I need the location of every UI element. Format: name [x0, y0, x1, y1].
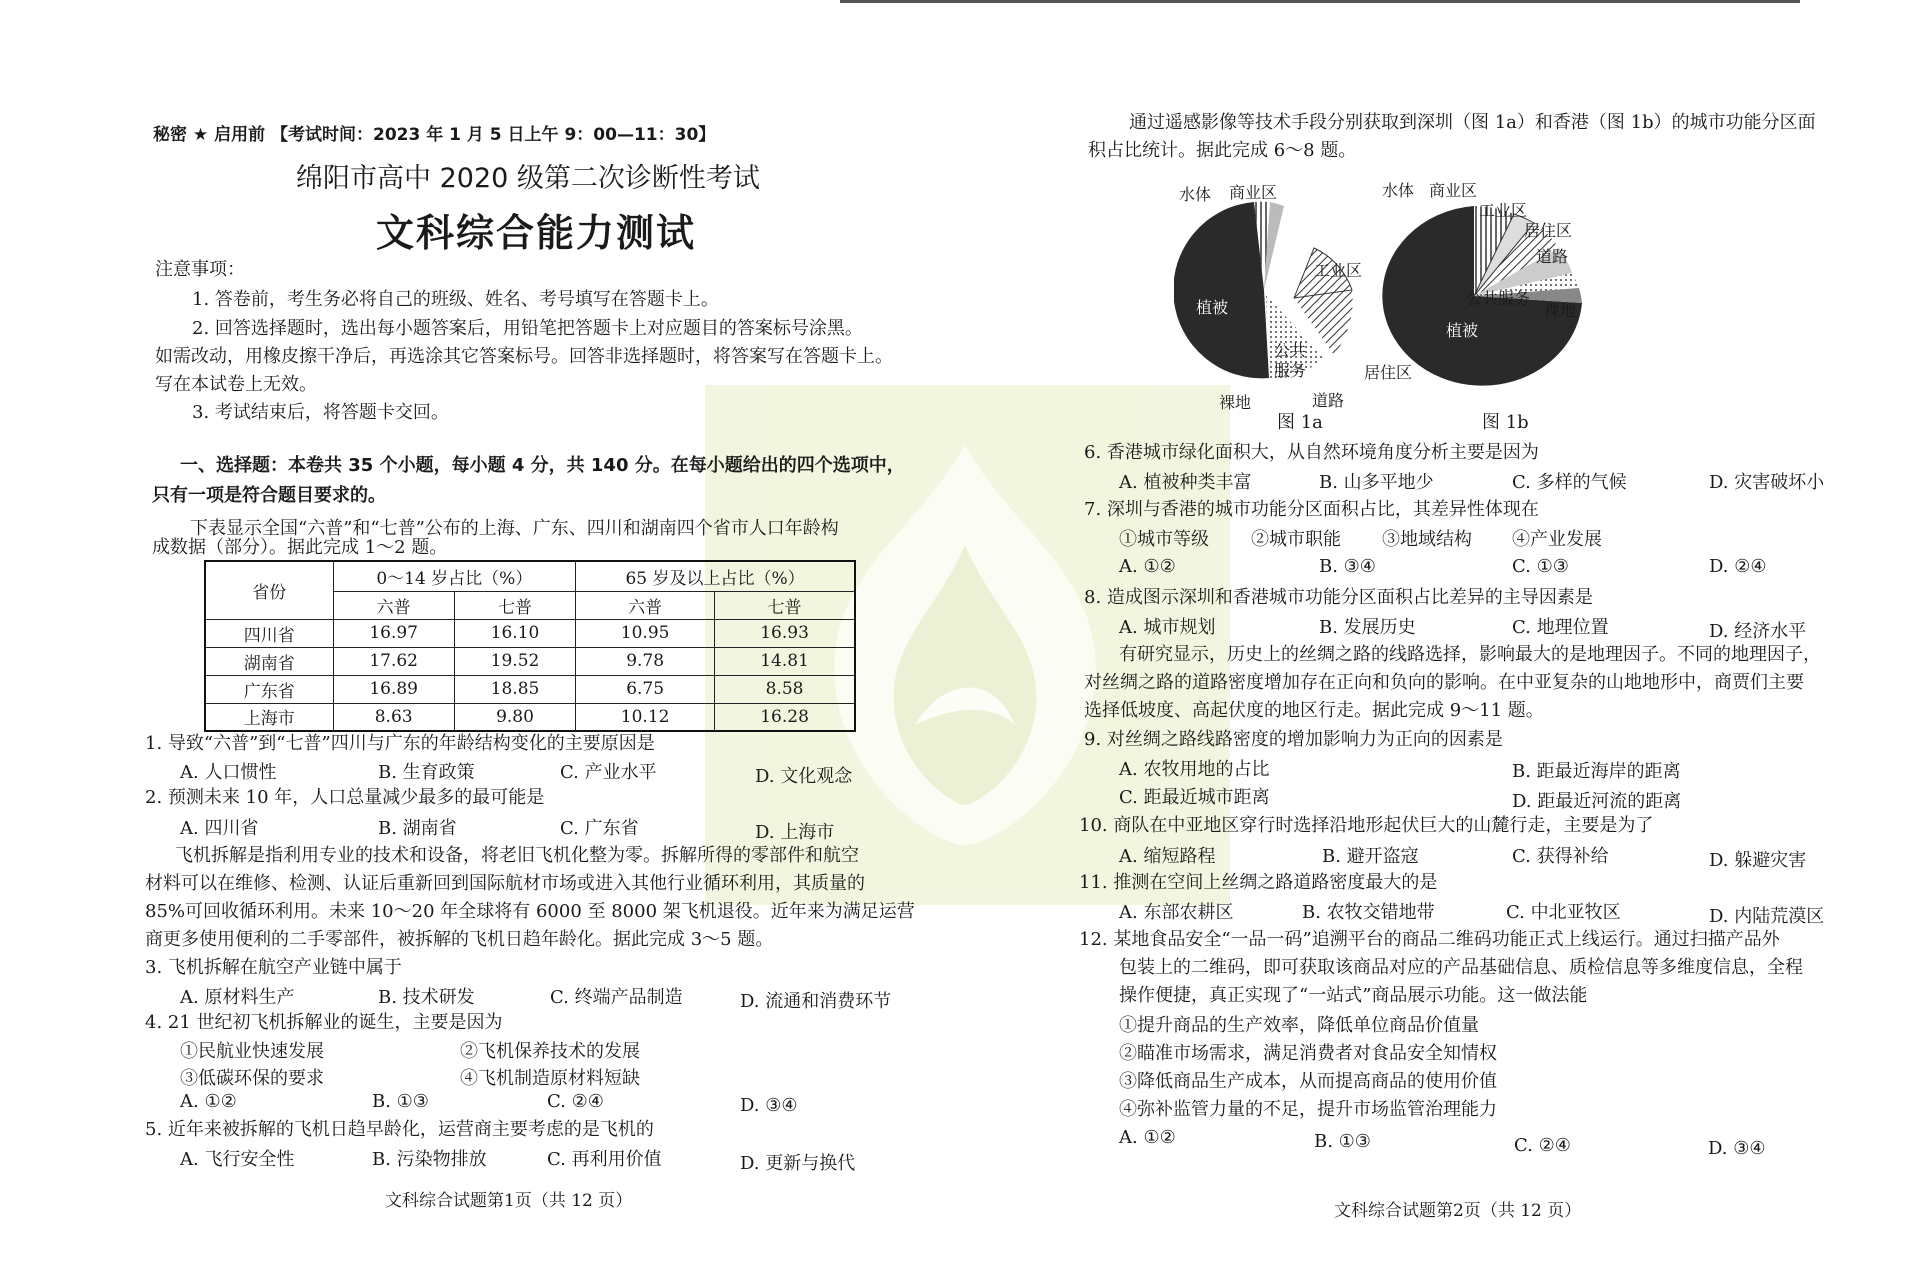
q1-option-b[interactable]: B. 生育政策: [378, 762, 475, 783]
q12-option-c[interactable]: C. ②④: [1514, 1135, 1571, 1156]
q4-item-1: ①民航业快速发展: [180, 1041, 324, 1062]
q7-option-c[interactable]: C. ①③: [1512, 556, 1569, 577]
q2-option-c[interactable]: C. 广东省: [560, 818, 639, 839]
q7-item-3: ③地域结构: [1382, 529, 1472, 550]
table-row: [205, 619, 855, 647]
label-bare-1a: 裸地: [1219, 393, 1252, 412]
q5-option-d[interactable]: D. 更新与换代: [740, 1153, 856, 1174]
q1-option-d[interactable]: D. 文化观念: [755, 766, 853, 787]
q8-option-c[interactable]: C. 地理位置: [1512, 617, 1609, 638]
q8-option-d[interactable]: D. 经济水平: [1709, 621, 1807, 642]
figure-1b: [1374, 178, 1674, 408]
q3-option-d[interactable]: D. 流通和消费环节: [740, 991, 892, 1012]
q3-option-c[interactable]: C. 终端产品制造: [550, 987, 683, 1008]
question-9: 9. 对丝绸之路线路密度的增加影响力为正向的因素是: [1084, 729, 1503, 750]
table-cell: 9.78: [576, 647, 715, 675]
question-12-line-2: 包装上的二维码，即可获取该商品对应的产品基础信息、质检信息等多维度信息，全程: [1119, 957, 1803, 978]
label-industrial-1a: 工业区: [1314, 261, 1363, 280]
table-header-65plus: 65 岁及以上占比（%）: [576, 561, 855, 591]
q10-option-d[interactable]: D. 躲避灾害: [1709, 850, 1807, 871]
q5-option-c[interactable]: C. 再利用价值: [547, 1149, 662, 1170]
q2-option-d[interactable]: D. 上海市: [755, 822, 835, 843]
question-2: 2. 预测未来 10 年，人口总量减少最多的最可能是: [145, 787, 545, 808]
plane-passage-2: 材料可以在维修、检测、认证后重新回到国际航材市场或进入其他行业循环利用，其质量的: [145, 873, 865, 894]
notice-2c: 写在本试卷上无效。: [155, 374, 317, 395]
q10-option-c[interactable]: C. 获得补给: [1512, 846, 1609, 867]
q9-option-d[interactable]: D. 距最近河流的距离: [1512, 791, 1682, 812]
section-heading-2: 只有一项是符合题目要求的。: [152, 485, 386, 506]
table-row: [205, 647, 855, 675]
table-intro: 下表显示全国“六普”和“七普”公布的上海、广东、四川和湖南四个省市人口年龄构: [190, 518, 839, 539]
fig-intro-2: 积占比统计。据此完成 6～8 题。: [1088, 140, 1357, 161]
q6-option-a[interactable]: A. 植被种类丰富: [1119, 472, 1252, 493]
label-vegetation-1a: 植被: [1196, 298, 1229, 317]
q3-option-b[interactable]: B. 技术研发: [378, 987, 475, 1008]
question-3: 3. 飞机拆解在航空产业链中属于: [145, 957, 402, 978]
table-intro-2: 成数据（部分）。据此完成 1～2 题。: [152, 537, 448, 558]
q11-option-c[interactable]: C. 中北亚牧区: [1506, 902, 1621, 923]
question-12-line-3: 操作便捷，真正实现了“一站式”商品展示功能。这一做法能: [1119, 985, 1588, 1006]
table-cell: 10.95: [576, 619, 715, 647]
section-heading: 一、选择题：本卷共 35 个小题，每小题 4 分，共 140 分。在每小题给出的四个选项中，: [180, 455, 905, 476]
q6-option-d[interactable]: D. 灾害破坏小: [1709, 472, 1825, 493]
q4-option-d[interactable]: D. ③④: [740, 1095, 798, 1116]
q4-option-a[interactable]: A. ①②: [180, 1091, 237, 1112]
fig-1b-caption: 图 1b: [1482, 412, 1529, 433]
table-header-0-14: 0～14 岁占比（%）: [333, 561, 576, 591]
q5-option-a[interactable]: A. 飞行安全性: [180, 1149, 295, 1170]
table-cell: 10.12: [576, 703, 715, 731]
question-1: 1. 导致“六普”到“七普”四川与广东的年龄结构变化的主要原因是: [145, 733, 655, 754]
question-5: 5. 近年来被拆解的飞机日趋早龄化，运营商主要考虑的是飞机的: [145, 1119, 654, 1140]
table-cell: 17.62: [333, 647, 454, 675]
label-industrial-1b: 工业区: [1479, 201, 1528, 220]
q7-option-d[interactable]: D. ②④: [1709, 556, 1767, 577]
plane-passage-3: 85%可回收循环利用。未来 10～20 年全球将有 6000 至 8000 架飞机退役。近年来为满足运营: [145, 901, 915, 922]
q9-option-b[interactable]: B. 距最近海岸的距离: [1512, 761, 1681, 782]
population-table: [204, 560, 856, 732]
table-cell: 广东省: [205, 675, 333, 703]
q4-item-2: ②飞机保养技术的发展: [460, 1041, 640, 1062]
q8-option-b[interactable]: B. 发展历史: [1319, 617, 1416, 638]
question-4: 4. 21 世纪初飞机拆解业的诞生，主要是因为: [145, 1012, 503, 1033]
table-cell: 8.63: [333, 703, 454, 731]
table-cell: 14.81: [715, 647, 855, 675]
q1-option-c[interactable]: C. 产业水平: [560, 762, 657, 783]
notice-heading: 注意事项：: [155, 259, 245, 280]
table-cell: 16.93: [715, 619, 855, 647]
question-10: 10. 商队在中亚地区穿行时选择沿地形起伏巨大的山麓行走，主要是为了: [1079, 815, 1654, 836]
plane-passage-1: 飞机拆解是指利用专业的技术和设备，将老旧飞机化整为零。拆解所得的零部件和航空: [175, 845, 859, 866]
confidential-header: 秘密 ★ 启用前 【考试时间：2023 年 1 月 5 日上午 9：00—11：30】: [153, 125, 716, 145]
label-vegetation-1b: 植被: [1446, 321, 1479, 340]
table-cell: 6.75: [576, 675, 715, 703]
table-subheader: 六普: [576, 591, 715, 619]
q9-option-c[interactable]: C. 距最近城市距离: [1119, 787, 1270, 808]
table-cell: 上海市: [205, 703, 333, 731]
label-water-1a: 水体: [1179, 185, 1212, 204]
silk-passage-2: 对丝绸之路的道路密度增加存在正向和负向的影响。在中亚复杂的山地地形中，商贾们主要: [1084, 672, 1804, 693]
table-row: [205, 703, 855, 731]
table-row: [205, 675, 855, 703]
fig-intro-1: 通过遥感影像等技术手段分别获取到深圳（图 1a）和香港（图 1b）的城市功能分区面: [1129, 112, 1816, 133]
label-public-1b: 公共服务: [1466, 289, 1531, 308]
q12-option-b[interactable]: B. ①③: [1314, 1131, 1371, 1152]
question-11: 11. 推测在空间上丝绸之路道路密度最大的是: [1079, 872, 1438, 893]
fig-1a-caption: 图 1a: [1277, 412, 1323, 433]
q7-item-2: ②城市职能: [1251, 529, 1341, 550]
q10-option-a[interactable]: A. 缩短路程: [1119, 846, 1216, 867]
table-header-province: 省份: [205, 561, 333, 619]
label-road-1a: 道路: [1312, 391, 1345, 410]
label-residential-1b: 居住区: [1524, 221, 1573, 240]
q12-item-3: ③降低商品生产成本，从而提高商品的使用价值: [1119, 1071, 1497, 1092]
q2-option-a[interactable]: A. 四川省: [180, 818, 259, 839]
notice-2b: 如需改动，用橡皮擦干净后，再选涂其它答案标号。回答非选择题时，将答案写在答题卡上。: [155, 346, 893, 367]
q11-option-a[interactable]: A. 东部农耕区: [1119, 902, 1234, 923]
q4-item-3: ③低碳环保的要求: [180, 1068, 324, 1089]
q7-option-a[interactable]: A. ①②: [1119, 556, 1176, 577]
table-subheader: 七普: [715, 591, 855, 619]
table-cell: 湖南省: [205, 647, 333, 675]
label-bare-1b: 裸地: [1544, 301, 1577, 320]
table-cell: 19.52: [454, 647, 575, 675]
q1-option-a[interactable]: A. 人口惯性: [180, 762, 277, 783]
table-subheader: 七普: [454, 591, 575, 619]
label-water-1b: 水体: [1382, 181, 1415, 200]
silk-passage-3: 选择低坡度、高起伏度的地区行走。据此完成 9～11 题。: [1084, 700, 1544, 721]
notice-2: 2. 回答选择题时，选出每小题答案后，用铅笔把答题卡上对应题目的答案标号涂黑。: [192, 318, 863, 339]
q7-option-b[interactable]: B. ③④: [1319, 556, 1376, 577]
label-commercial-1b: 商业区: [1429, 181, 1478, 200]
q6-option-b[interactable]: B. 山多平地少: [1319, 472, 1434, 493]
q12-item-4: ④弥补监管力量的不足，提升市场监管治理能力: [1119, 1099, 1497, 1120]
label-residential-1a: 居住区: [1364, 363, 1413, 382]
table-cell: 9.80: [454, 703, 575, 731]
question-8: 8. 造成图示深圳和香港城市功能分区面积占比差异的主导因素是: [1084, 587, 1593, 608]
q12-item-1: ①提升商品的生产效率，降低单位商品价值量: [1119, 1015, 1479, 1036]
silk-passage-1: 有研究显示，历史上的丝绸之路的线路选择，影响最大的是地理因子。不同的地理因子，: [1119, 644, 1821, 665]
label-public-1a-2: 服务: [1274, 361, 1307, 380]
question-7: 7. 深圳与香港的城市功能分区面积占比，其差异性体现在: [1084, 499, 1539, 520]
q5-option-b[interactable]: B. 污染物排放: [372, 1149, 487, 1170]
notice-1: 1. 答卷前，考生务必将自己的班级、姓名、考号填写在答题卡上。: [192, 289, 719, 310]
label-public-1a: 公共: [1274, 341, 1307, 360]
page-footer: 文科综合试题第2页（共 12 页）: [1334, 1201, 1582, 1221]
q2-option-b[interactable]: B. 湖南省: [378, 818, 457, 839]
q12-option-a[interactable]: A. ①②: [1119, 1127, 1176, 1148]
q11-option-d[interactable]: D. 内陆荒漠区: [1709, 906, 1825, 927]
slice-vegetation-1a: [1174, 202, 1269, 378]
plane-passage-4: 商更多使用便利的二手零部件，被拆解的飞机日趋年龄化。据此完成 3～5 题。: [145, 929, 774, 950]
question-6: 6. 香港城市绿化面积大，从自然环境角度分析主要是因为: [1084, 442, 1539, 463]
page-footer: 文科综合试题第1页（共 12 页）: [385, 1191, 633, 1211]
q6-option-c[interactable]: C. 多样的气候: [1512, 472, 1627, 493]
q4-option-b[interactable]: B. ①③: [372, 1091, 429, 1112]
q12-option-d[interactable]: D. ③④: [1708, 1138, 1766, 1159]
table-cell: 16.89: [333, 675, 454, 703]
page-2: [954, 0, 1908, 1280]
table-cell: 8.58: [715, 675, 855, 703]
q4-item-4: ④飞机制造原材料短缺: [460, 1068, 640, 1089]
q10-option-b[interactable]: B. 避开盗寇: [1322, 846, 1419, 867]
table-subheader: 六普: [333, 591, 454, 619]
label-commercial-1a: 商业区: [1229, 183, 1278, 202]
q8-option-a[interactable]: A. 城市规划: [1119, 617, 1216, 638]
q11-option-b[interactable]: B. 农牧交错地带: [1302, 902, 1435, 923]
q3-option-a[interactable]: A. 原材料生产: [180, 987, 295, 1008]
q7-item-4: ④产业发展: [1512, 529, 1602, 550]
q9-option-a[interactable]: A. 农牧用地的占比: [1119, 759, 1270, 780]
table-cell: 16.97: [333, 619, 454, 647]
question-12: 12. 某地食品安全“一品一码”追溯平台的商品二维码功能正式上线运行。通过扫描产品外: [1079, 929, 1780, 950]
table-cell: 16.10: [454, 619, 575, 647]
table-cell: 18.85: [454, 675, 575, 703]
exam-title: 绵阳市高中 2020 级第二次诊断性考试: [296, 163, 760, 194]
q4-option-c[interactable]: C. ②④: [547, 1091, 604, 1112]
label-road-1b: 道路: [1536, 247, 1569, 266]
table-cell: 16.28: [715, 703, 855, 731]
q12-item-2: ②瞄准市场需求，满足消费者对食品安全知情权: [1119, 1043, 1497, 1064]
subject-title: 文科综合能力测试: [376, 211, 697, 255]
notice-3: 3. 考试结束后，将答题卡交回。: [192, 402, 449, 423]
table-cell: 四川省: [205, 619, 333, 647]
q7-item-1: ①城市等级: [1119, 529, 1209, 550]
